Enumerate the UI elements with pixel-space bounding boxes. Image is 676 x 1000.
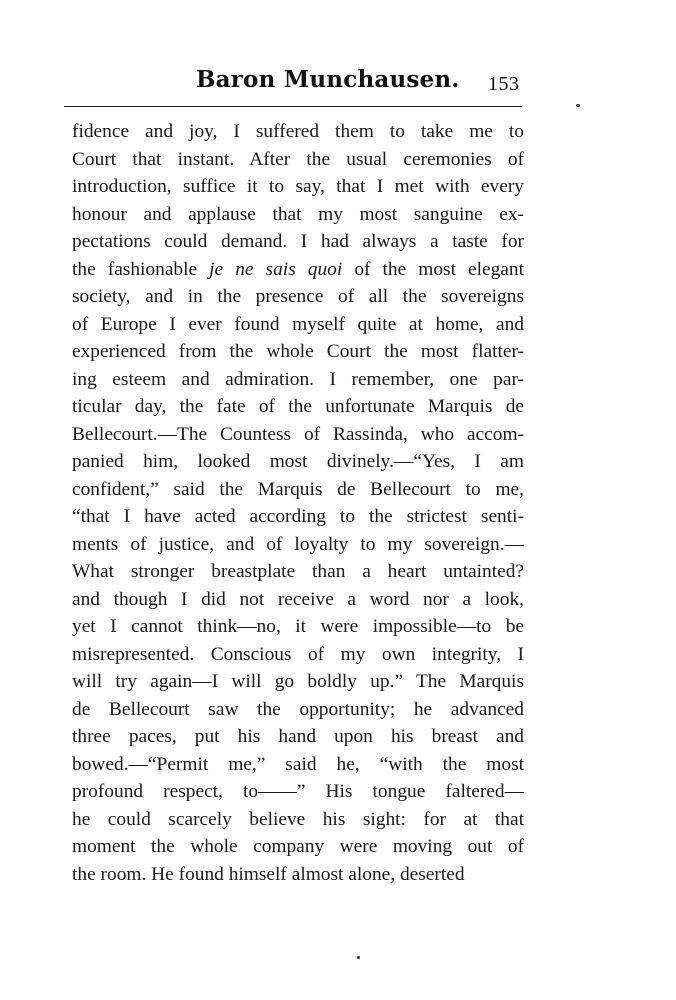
text-line: honour and applause that my most sanguine ex- [72, 203, 524, 225]
text-line: moment the whole company were moving out of [72, 836, 524, 857]
text-line [72, 256, 524, 284]
text-line: profound respect, to——” His tongue faltered— [72, 781, 524, 802]
text-line: pectations could demand. I had always a taste for [72, 231, 524, 252]
text-line: and though I did not receive a word nor a look, [72, 588, 524, 610]
italic-phrase: je ne sais quoi [209, 258, 343, 280]
text-line: will try again—I will go boldly up.” The Marquis [72, 671, 524, 692]
text-line: bowed.—“Permit me,” said he, “with the most [72, 753, 524, 775]
text-segment: of the most elegant [342, 258, 524, 280]
text-line: “that I have acted according to the strictest senti- [72, 506, 524, 527]
ink-speck [576, 104, 580, 107]
running-title: Baron Munchausen. [196, 66, 460, 93]
text-line: three paces, put his hand upon his breast and [72, 726, 524, 747]
text-line: yet I cannot think—no, it were impossible—to be [72, 616, 524, 637]
page-number: 153 [488, 73, 520, 95]
text-line: ing esteem and admiration. I remember, one par- [72, 368, 524, 390]
text-line: ments of justice, and of loyalty to my sovereign.— [72, 533, 524, 555]
text-line: panied him, looked most divinely.—“Yes, I am [72, 451, 524, 472]
text-line: of Europe I ever found myself quite at home, and [72, 313, 524, 335]
text-line: introduction, suffice it to say, that I met with every [72, 176, 524, 197]
text-segment: the fashionable [72, 258, 210, 280]
text-line: society, and in the presence of all the sovereigns [72, 286, 524, 307]
text-line: de Bellecourt saw the opportunity; he advanced [72, 698, 524, 720]
text-line: What stronger breastplate than a heart untainted? [72, 561, 524, 582]
body-text [72, 118, 524, 888]
text-line: the room. He found himself almost alone, deserted [72, 863, 465, 885]
text-line: he could scarcely believe his sight: for at that [72, 808, 524, 830]
text-line: misrepresented. Conscious of my own integrity, I [72, 643, 524, 665]
text-line: experienced from the whole Court the most flatter- [72, 341, 524, 362]
header-rule [64, 106, 522, 107]
ink-speck [357, 956, 360, 959]
text-line: Bellecourt.—The Countess of Rassinda, who accom- [72, 423, 524, 445]
text-line: confident,” said the Marquis de Bellecourt to me, [72, 478, 524, 500]
text-line: ticular day, the fate of the unfortunate Marquis de [72, 396, 524, 417]
text-line: Court that instant. After the usual ceremonies of [72, 148, 524, 170]
text-line: fidence and joy, I suffered them to take me to [72, 121, 524, 142]
